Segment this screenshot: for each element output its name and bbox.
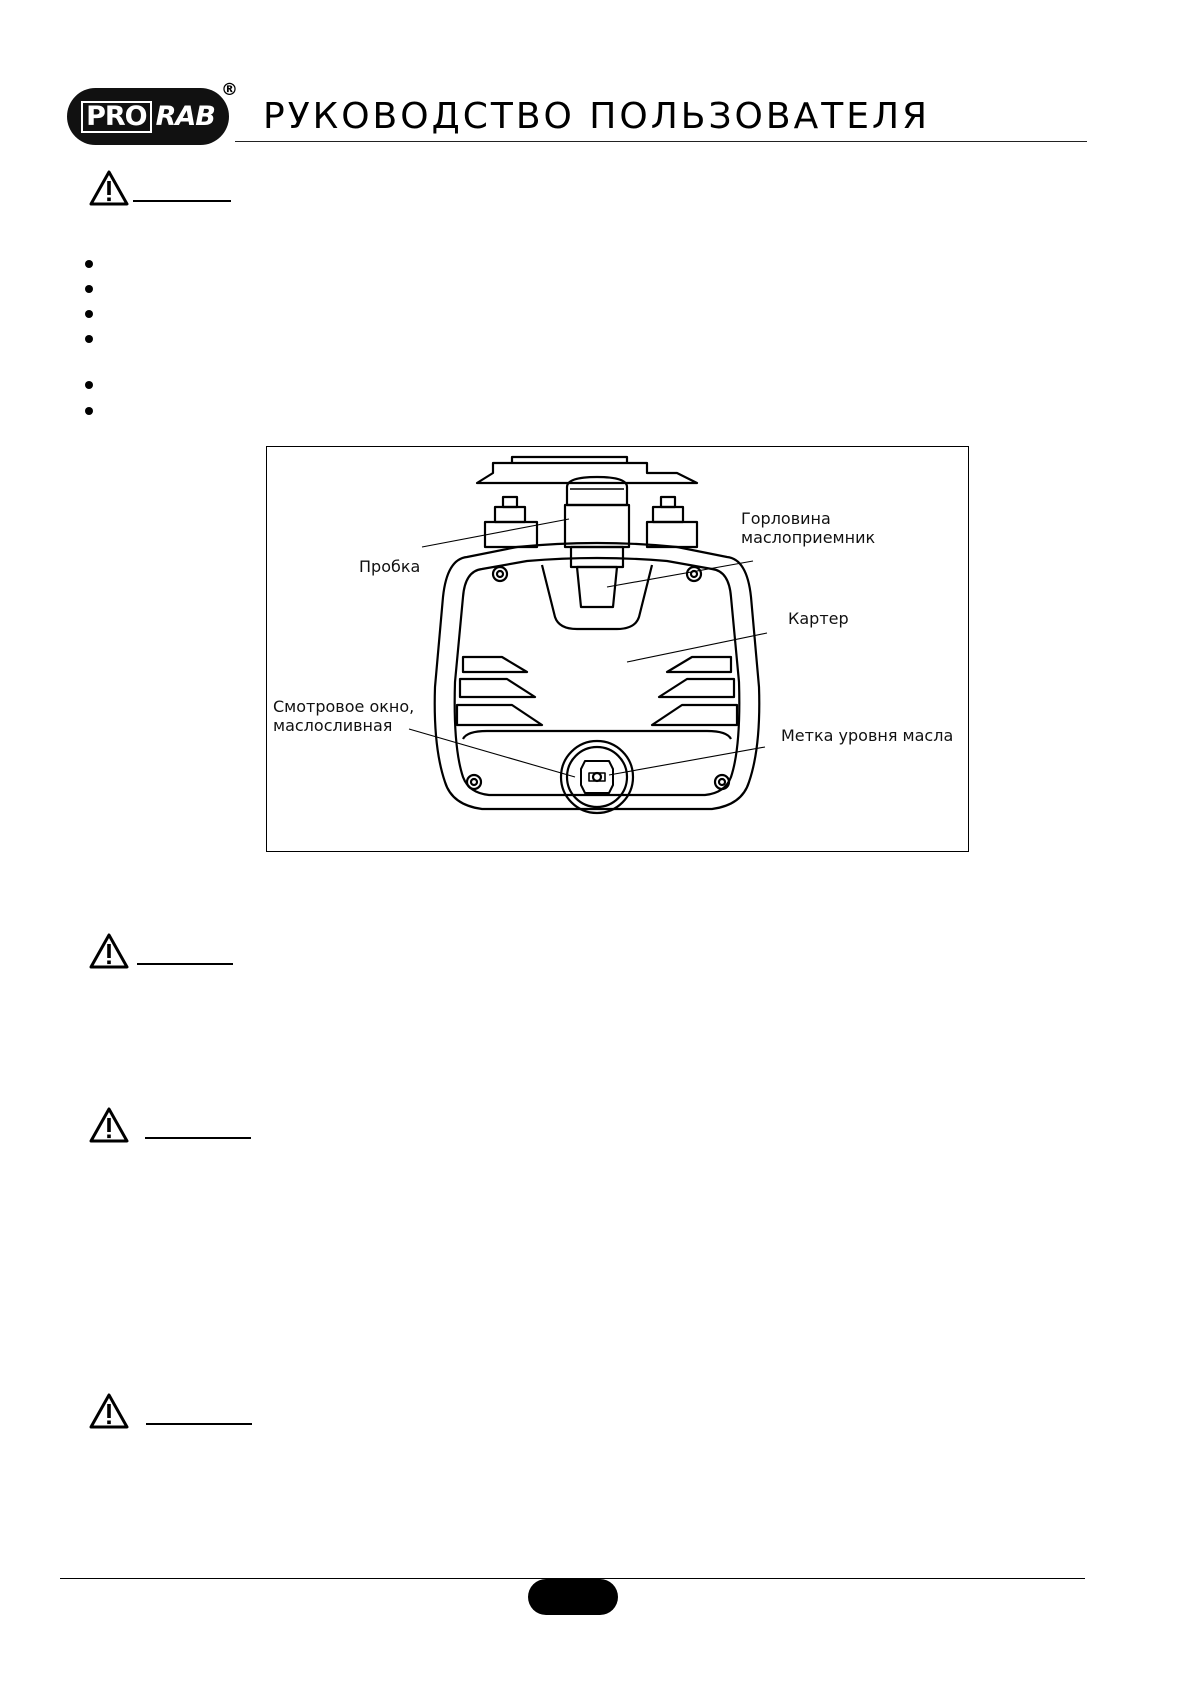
bullet-dot — [85, 285, 93, 293]
bullet-dot — [85, 381, 93, 389]
page-number-badge — [528, 1579, 618, 1615]
compressor-drawing — [267, 447, 970, 853]
header-divider — [235, 141, 1087, 142]
warning-underline — [145, 1137, 251, 1139]
warning-triangle-icon — [89, 933, 129, 969]
logo-pro-text: PRO — [81, 101, 152, 133]
warning-underline — [146, 1423, 252, 1425]
label-plug: Пробка — [359, 557, 421, 576]
bullet-dot — [85, 260, 93, 268]
warning-underline — [137, 963, 233, 965]
warning-underline — [133, 200, 231, 202]
prorab-logo — [67, 88, 229, 145]
compressor-diagram — [266, 446, 969, 852]
label-neck: Горловина маслоприемник — [741, 509, 876, 547]
logo-rab-text: RAB — [155, 101, 215, 132]
page-header-title: РУКОВОДСТВО ПОЛЬЗОВАТЕЛЯ — [263, 96, 931, 137]
label-sight-window: Смотровое окно, маслосливная — [273, 697, 415, 735]
registered-mark: ® — [221, 80, 238, 100]
bullet-dot — [85, 407, 93, 415]
warning-triangle-icon — [89, 170, 129, 206]
bullet-dot — [85, 310, 93, 318]
label-crankcase: Картер — [788, 609, 849, 628]
warning-triangle-icon — [89, 1107, 129, 1143]
warning-triangle-icon — [89, 1393, 129, 1429]
bullet-dot — [85, 335, 93, 343]
label-oil-level-mark: Метка уровня масла — [781, 726, 954, 745]
